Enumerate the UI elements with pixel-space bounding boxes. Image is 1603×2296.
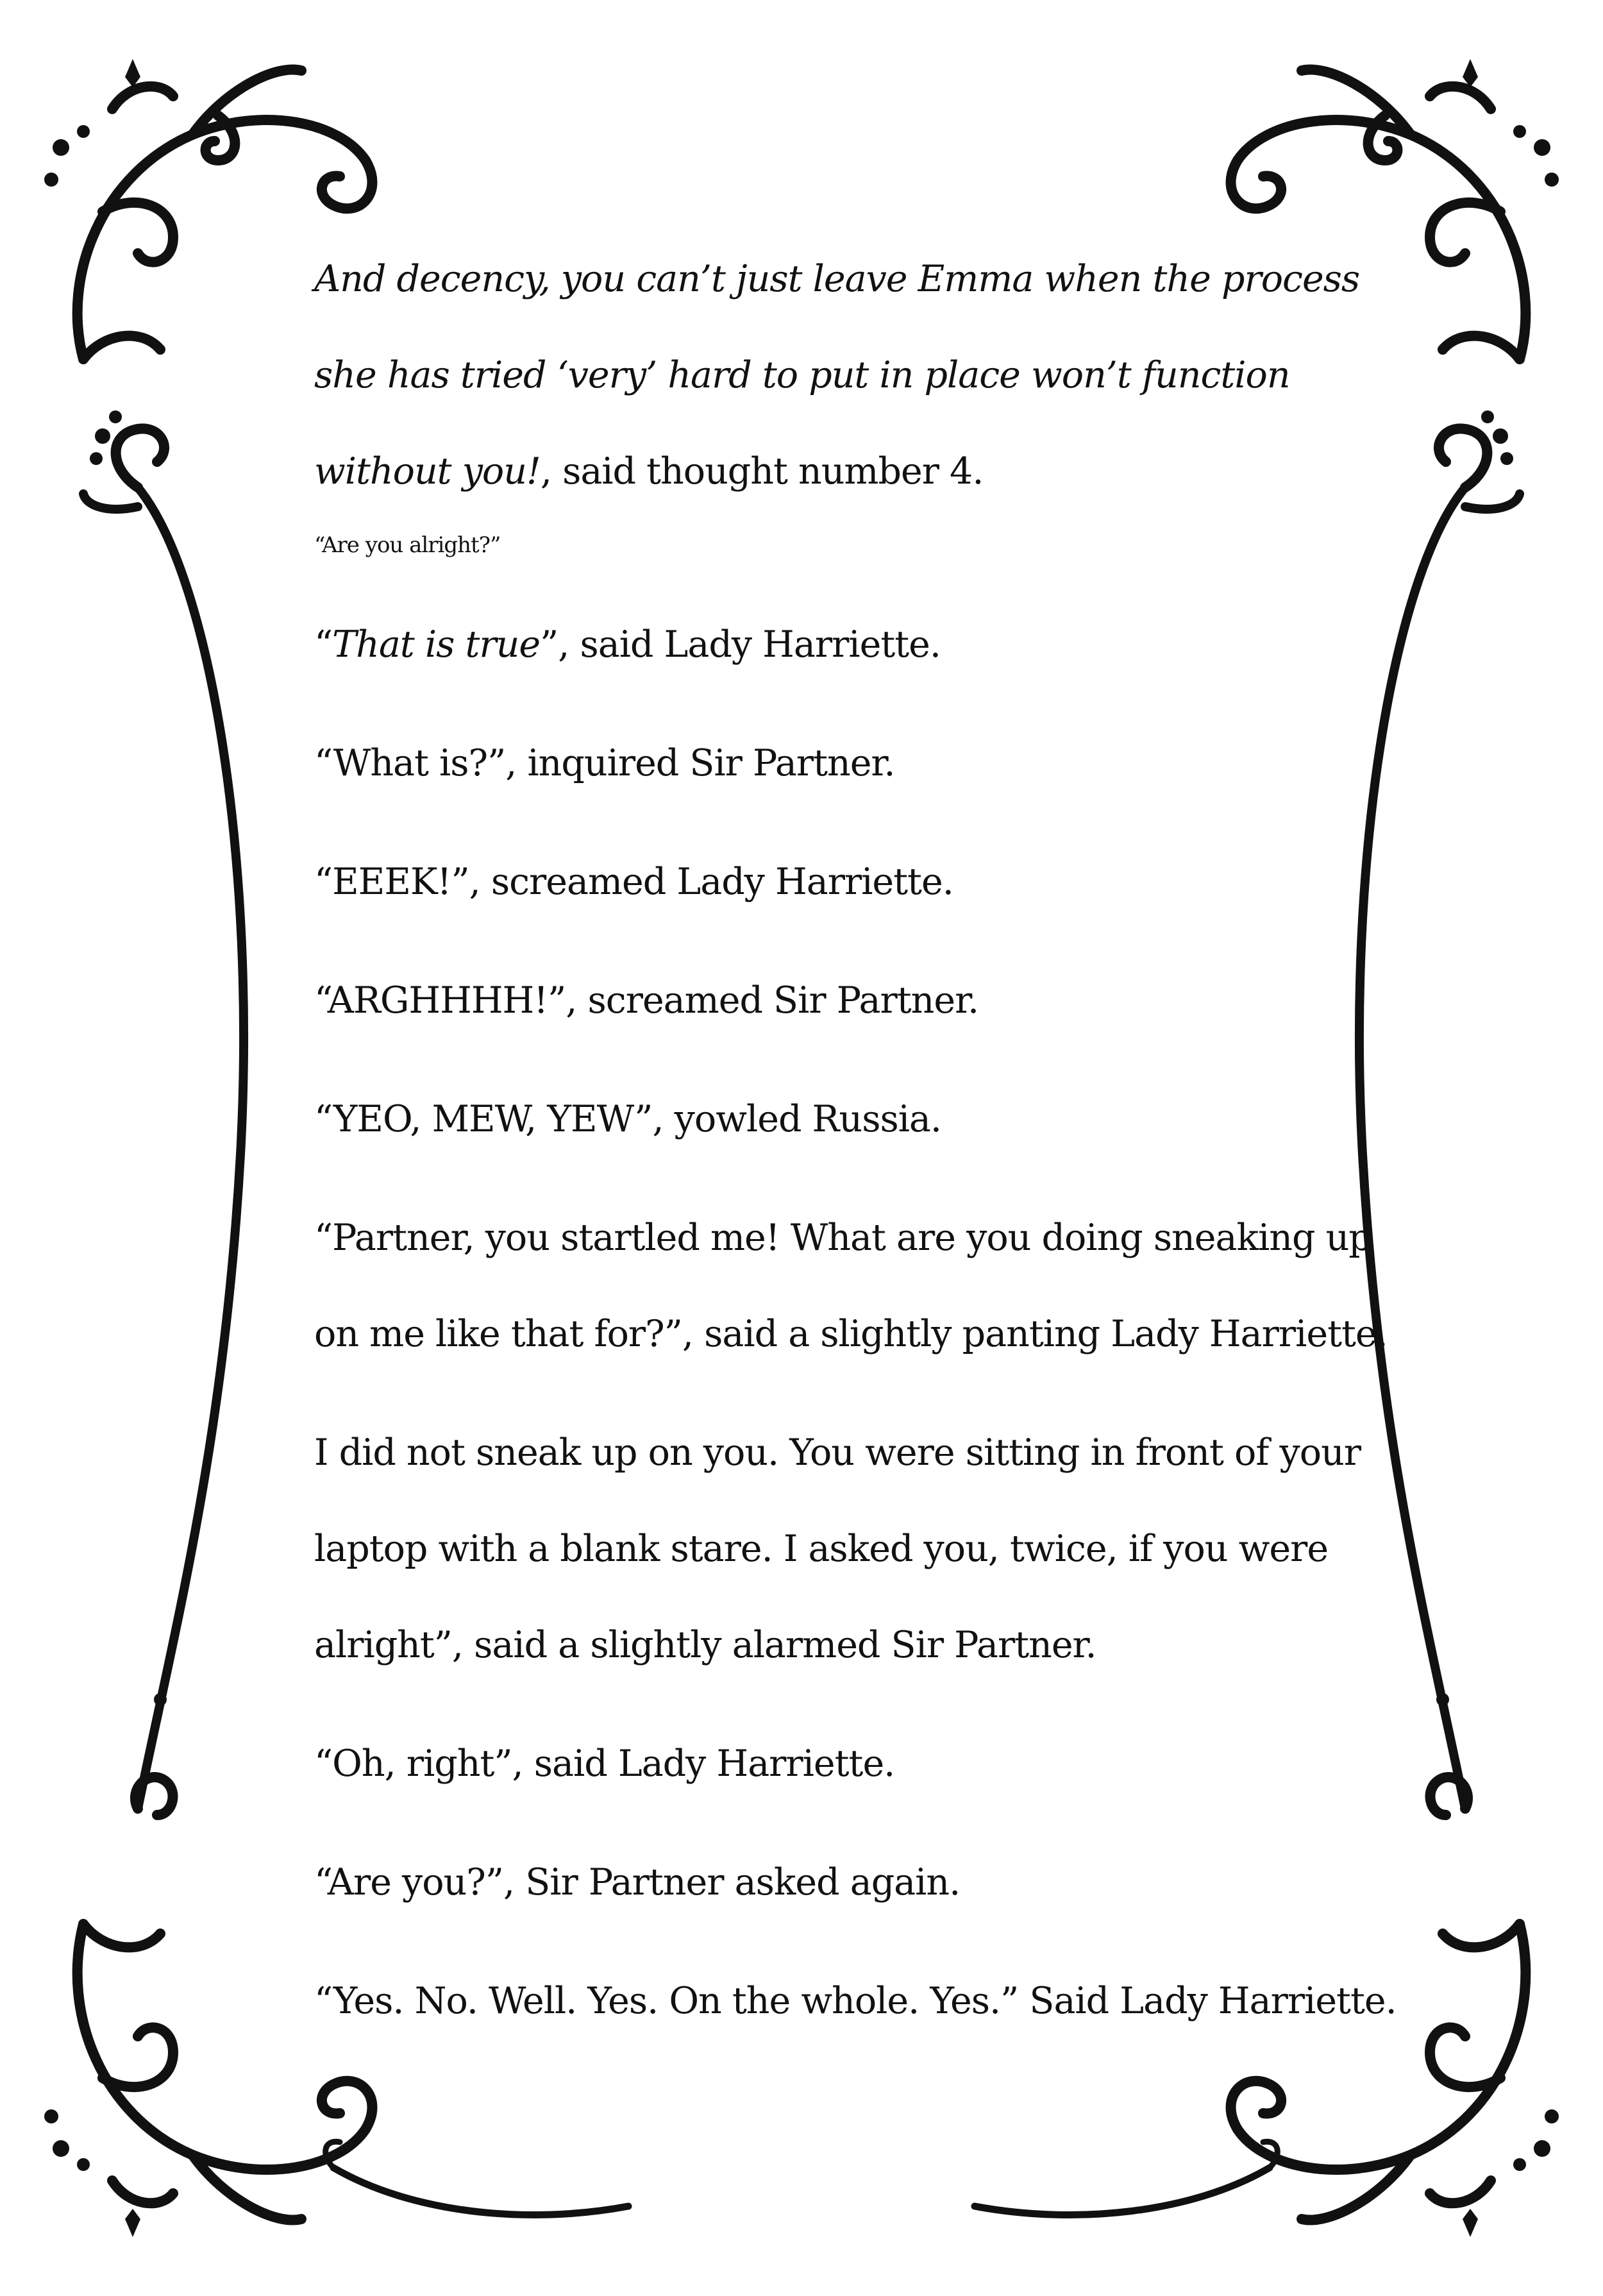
paragraph-oh-right: “Oh, right”, said Lady Harriette. bbox=[314, 1743, 895, 1785]
left-lower-scroll bbox=[135, 1777, 173, 1815]
left-upper-scroll bbox=[116, 428, 164, 487]
story-text bbox=[314, 231, 1404, 2049]
italic-thought: And decency, you can’t just leave Emma when the process she has tried ‘very’ hard to put in place won’t function without you! bbox=[314, 258, 1360, 493]
paragraph-arghhhh: “ARGHHHH!”, screamed Sir Partner. bbox=[314, 979, 979, 1022]
left-border-line bbox=[138, 487, 244, 1809]
bottom-left-swoosh bbox=[333, 2168, 628, 2215]
paragraph-yowled: “YEO, MEW, YEW”, yowled Russia. bbox=[314, 1098, 942, 1140]
paragraph-thought-number-4 bbox=[314, 231, 1404, 519]
paragraph-what-is: “What is?”, inquired Sir Partner. bbox=[314, 742, 895, 784]
paragraph-yes-no: “Yes. No. Well. Yes. On the whole. Yes.” Said Lady Harriette. bbox=[314, 1980, 1397, 2022]
paragraph-that-is-true bbox=[314, 596, 1404, 693]
paragraph-did-not-sneak: I did not sneak up on you. You were sitting in front of your laptop with a blank stare. I asked you, twice, if you were alright”, said a slightly alarmed Sir Partner. bbox=[314, 1431, 1361, 1666]
bottom-right-swoosh bbox=[975, 2168, 1270, 2215]
italic-quote: That is true bbox=[332, 623, 541, 666]
right-upper-teardrop bbox=[1465, 494, 1520, 509]
paragraph-are-you: “Are you?”, Sir Partner asked again. bbox=[314, 1861, 961, 1903]
right-lower-scroll bbox=[1431, 1777, 1468, 1815]
right-upper-scroll bbox=[1439, 428, 1487, 487]
paragraph-are-you-alright: “Are you alright?” bbox=[314, 532, 501, 558]
quote-attribution: ”, said Lady Harriette. bbox=[540, 623, 941, 666]
quote-open: “ bbox=[314, 623, 333, 666]
paragraph-startled: “Partner, you startled me! What are you doing sneaking up on me like that for?”, said a slightly panting Lady Harriette. bbox=[314, 1217, 1388, 1355]
thought-attribution: , said thought number 4. bbox=[540, 450, 984, 493]
paragraph-eeek: “EEEK!”, screamed Lady Harriette. bbox=[314, 861, 953, 903]
left-upper-teardrop bbox=[83, 494, 138, 509]
bottom-left-swoosh-curl bbox=[326, 2141, 340, 2168]
bottom-right-swoosh-curl bbox=[1263, 2141, 1277, 2168]
